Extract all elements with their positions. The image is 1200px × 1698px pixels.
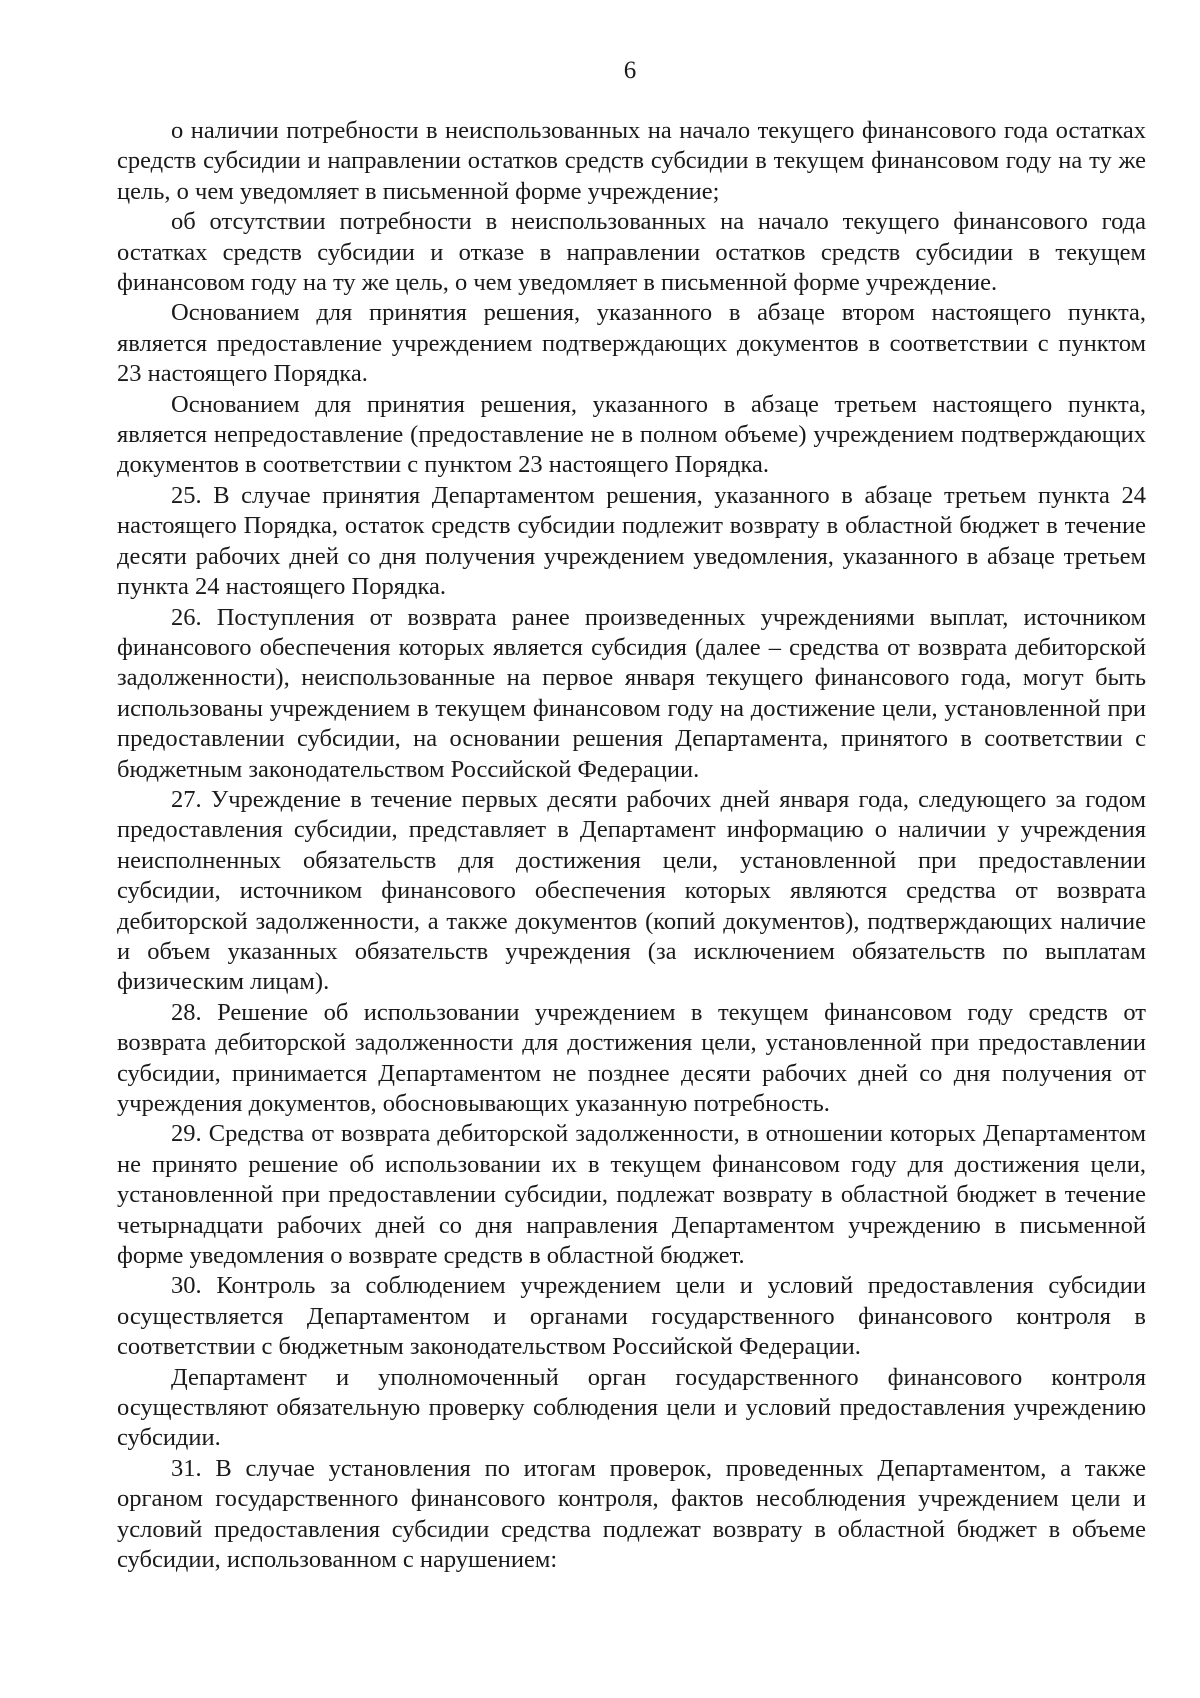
paragraph-control-check: Департамент и уполномоченный орган государственного финансового контроля осуществляют обязательную проверку соблюдения цели и условий предоставления учреждению субсидии. xyxy=(117,1363,1146,1452)
page-number: 6 xyxy=(623,57,637,84)
document-body xyxy=(117,116,1146,1576)
paragraph-basis-third: Основанием для принятия решения, указанного в абзаце третьем настоящего пункта, является непредоставление (предоставление не в полном объеме) учреждением подтверждающих документов в соответствии с пунктом 23 настоящего Порядка. xyxy=(117,390,1146,479)
paragraph-notice-need: о наличии потребности в неиспользованных на начало текущего финансового года остатках средств субсидии и направлении остатков средств субсидии в текущем финансовом году на ту же цель, о чем уведомляет в письменной форме учреждение; xyxy=(117,117,1146,205)
paragraph-item-25: 25. В случае принятия Департаментом решения, указанного в абзаце третьем пункта 24 настоящего Порядка, остаток средств субсидии подлежит возврату в областной бюджет в течение десяти рабочих дней со дня получения учреждением уведомления, указанного в абзаце третьем пункта 24 настоящего Порядка. xyxy=(117,481,1146,601)
paragraph-item-30: 30. Контроль за соблюдением учреждением цели и условий предоставления субсидии осуществляется Департаментом и органами государственного финансового контроля в соответствии с бюджетным законодательством Российской Федерации. xyxy=(117,1272,1146,1361)
paragraph-item-31: 31. В случае установления по итогам проверок, проведенных Департаментом, а также органом государственного финансового контроля, фактов несоблюдения учреждением цели и условий предоставления субсидии средства подлежат возврату в областной бюджет в объеме субсидии, использованном с нарушением: xyxy=(117,1454,1146,1574)
paragraph-item-26: 26. Поступления от возврата ранее произведенных учреждениями выплат, источником финансового обеспечения которых является субсидия (далее – средства от возврата дебиторской задолженности), неиспользованные на первое января текущего финансового года, могут быть использованы учреждением в текущем финансовом году на достижение цели, установленной при предоставлении субсидии, на основании решения Департамента, принятого в соответствии с бюджетным законодательством Российской Федерации. xyxy=(117,603,1146,783)
paragraph-notice-no-need: об отсутствии потребности в неиспользованных на начало текущего финансового года остатках средств субсидии и отказе в направлении остатков средств субсидии в текущем финансовом году на ту же цель, о чем уведомляет в письменной форме учреждение. xyxy=(117,208,1146,297)
paragraph-item-28: 28. Решение об использовании учреждением в текущем финансовом году средств от возврата дебиторской задолженности для достижения цели, установленной при предоставлении субсидии, принимается Департаментом не позднее десяти рабочих дней со дня получения от учреждения документов, обосновывающих указанную потребность. xyxy=(117,998,1146,1117)
paragraph-item-27: 27. Учреждение в течение первых десяти рабочих дней января года, следующего за годом предоставления субсидии, представляет в Департамент информацию о наличии у учреждения неисполненных обязательств для достижения цели, установленной при предоставлении субсидии, источником финансового обеспечения которых являются средства от возврата дебиторской задолженности, а также документов (копий документов), подтверждающих наличие и объем указанных обязательств учреждения (за исключением обязательств по выплатам физическим лицам). xyxy=(117,785,1146,996)
paragraph-basis-second: Основанием для принятия решения, указанного в абзаце втором настоящего пункта, является предоставление учреждением подтверждающих документов в соответствии с пунктом 23 настоящего Порядка. xyxy=(117,299,1146,388)
paragraph-item-29: 29. Средства от возврата дебиторской задолженности, в отношении которых Департаментом не принято решение об использовании их в текущем финансовом году для достижения цели, установленной при предоставлении субсидии, подлежат возврату в областной бюджет в течение четырнадцати рабочих дней со дня направления Департаментом учреждению в письменной форме уведомления о возврате средств в областной бюджет. xyxy=(117,1120,1146,1270)
